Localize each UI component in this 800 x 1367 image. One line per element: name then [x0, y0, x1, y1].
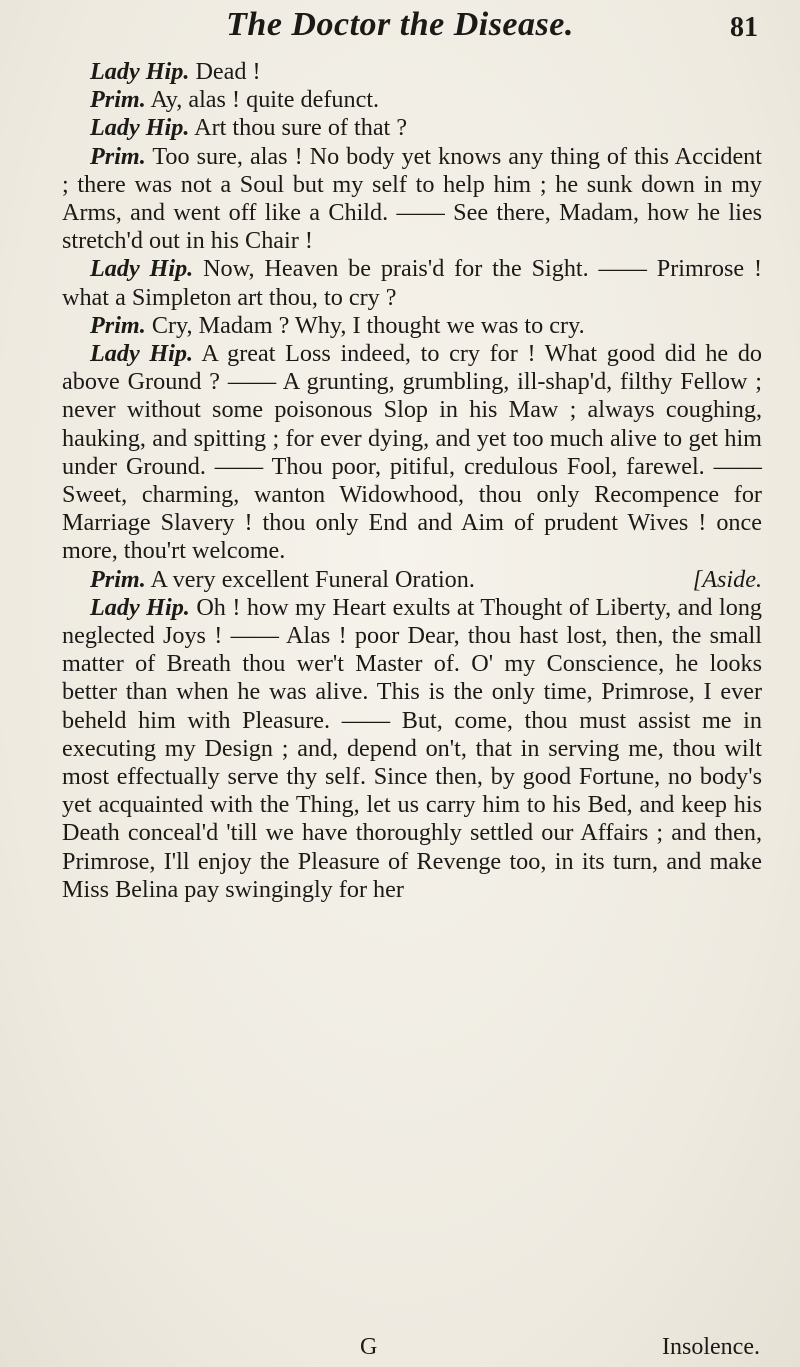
speaker-name: Lady Hip.	[90, 340, 194, 368]
line-text: Cry, Madam ? Why, I thought we was to cry.	[145, 311, 585, 339]
line-text: Art thou sure of that ?	[189, 114, 408, 142]
dialogue-line	[62, 566, 762, 594]
page-number: 81	[730, 12, 758, 43]
signature-mark: G	[360, 1334, 378, 1360]
dialogue-line	[62, 143, 762, 256]
page-header	[0, 6, 800, 50]
speaker-name: Lady Hip.	[90, 58, 190, 85]
speaker-name: Lady Hip.	[90, 114, 190, 142]
running-title: The Doctor the Disease.	[226, 6, 574, 43]
speaker-name: Prim.	[90, 565, 146, 593]
line-text: A great Loss indeed, to cry for ! What good did he do above Ground ? —— A grunting, grumbling, ill-shap'd, filthy Fellow ; never without some poisonous Slop in his Maw ; always coughing, hauking, and spitting ; for ever dying, and yet too much alive to get him under Ground. —— Thou poor, pitiful, credulous Fool, farewel. —— Sweet, charming, wanton Widowhood, thou only Recompence for Marriage Slavery ! thou only End and Aim of prudent Wives ! once more, thou'rt welcome.	[62, 340, 763, 565]
speaker-name: Lady Hip.	[90, 593, 190, 621]
stage-direction: [Aside.	[692, 565, 762, 593]
dialogue-line	[62, 86, 762, 114]
speaker-name: Prim.	[90, 86, 146, 114]
line-text: Ay, alas ! quite defunct.	[145, 86, 380, 114]
speaker-name: Prim.	[90, 311, 146, 339]
dialogue-line	[62, 114, 762, 142]
speaker-name: Lady Hip.	[90, 255, 194, 283]
line-text: Too sure, alas ! No body yet knows any thing of this Accident ; there was not a Soul but my self to help him ; he sunk down in my Arms, and went off like a Child. —— See there, Madam, how he lies stretch'd out in his Chair !	[62, 142, 762, 255]
line-text: Dead !	[189, 58, 261, 85]
dialogue-line	[62, 58, 762, 86]
line-text: Oh ! how my Heart exults at Thought of Liberty, and long neglected Joys ! —— Alas ! poor Dear, thou hast lost, then, the small matter of Breath thou wer't Master of. O' my Conscience, he looks better than when he was alive. This is the only time, Primrose, I ever beheld him with Pleasure. —— But, come, thou must assist me in executing my Design ; and, depend on't, that in serving me, thou wilt most effectually serve thy self. Since then, by good Fortune, no body's yet acquainted with the Thing, let us carry him to his Bed, and keep his Death conceal'd 'till we have thoroughly settled our Affairs ; and then, Primrose, I'll enjoy the Pleasure of Revenge too, in its turn, and make Miss Belina pay swingingly for her	[62, 593, 763, 903]
dialogue-line	[62, 594, 762, 904]
dialogue-line	[62, 255, 762, 311]
dialogue-line	[62, 340, 762, 566]
speaker-name: Prim.	[90, 142, 146, 170]
catchword: Insolence.	[662, 1334, 760, 1360]
dialogue-text	[62, 58, 762, 904]
line-text: Now, Heaven be prais'd for the Sight. —— Primrose ! what a Simpleton art thou, to cry ?	[62, 255, 763, 311]
dialogue-line	[62, 312, 762, 340]
line-text: A very excellent Funeral Oration.	[145, 565, 475, 593]
